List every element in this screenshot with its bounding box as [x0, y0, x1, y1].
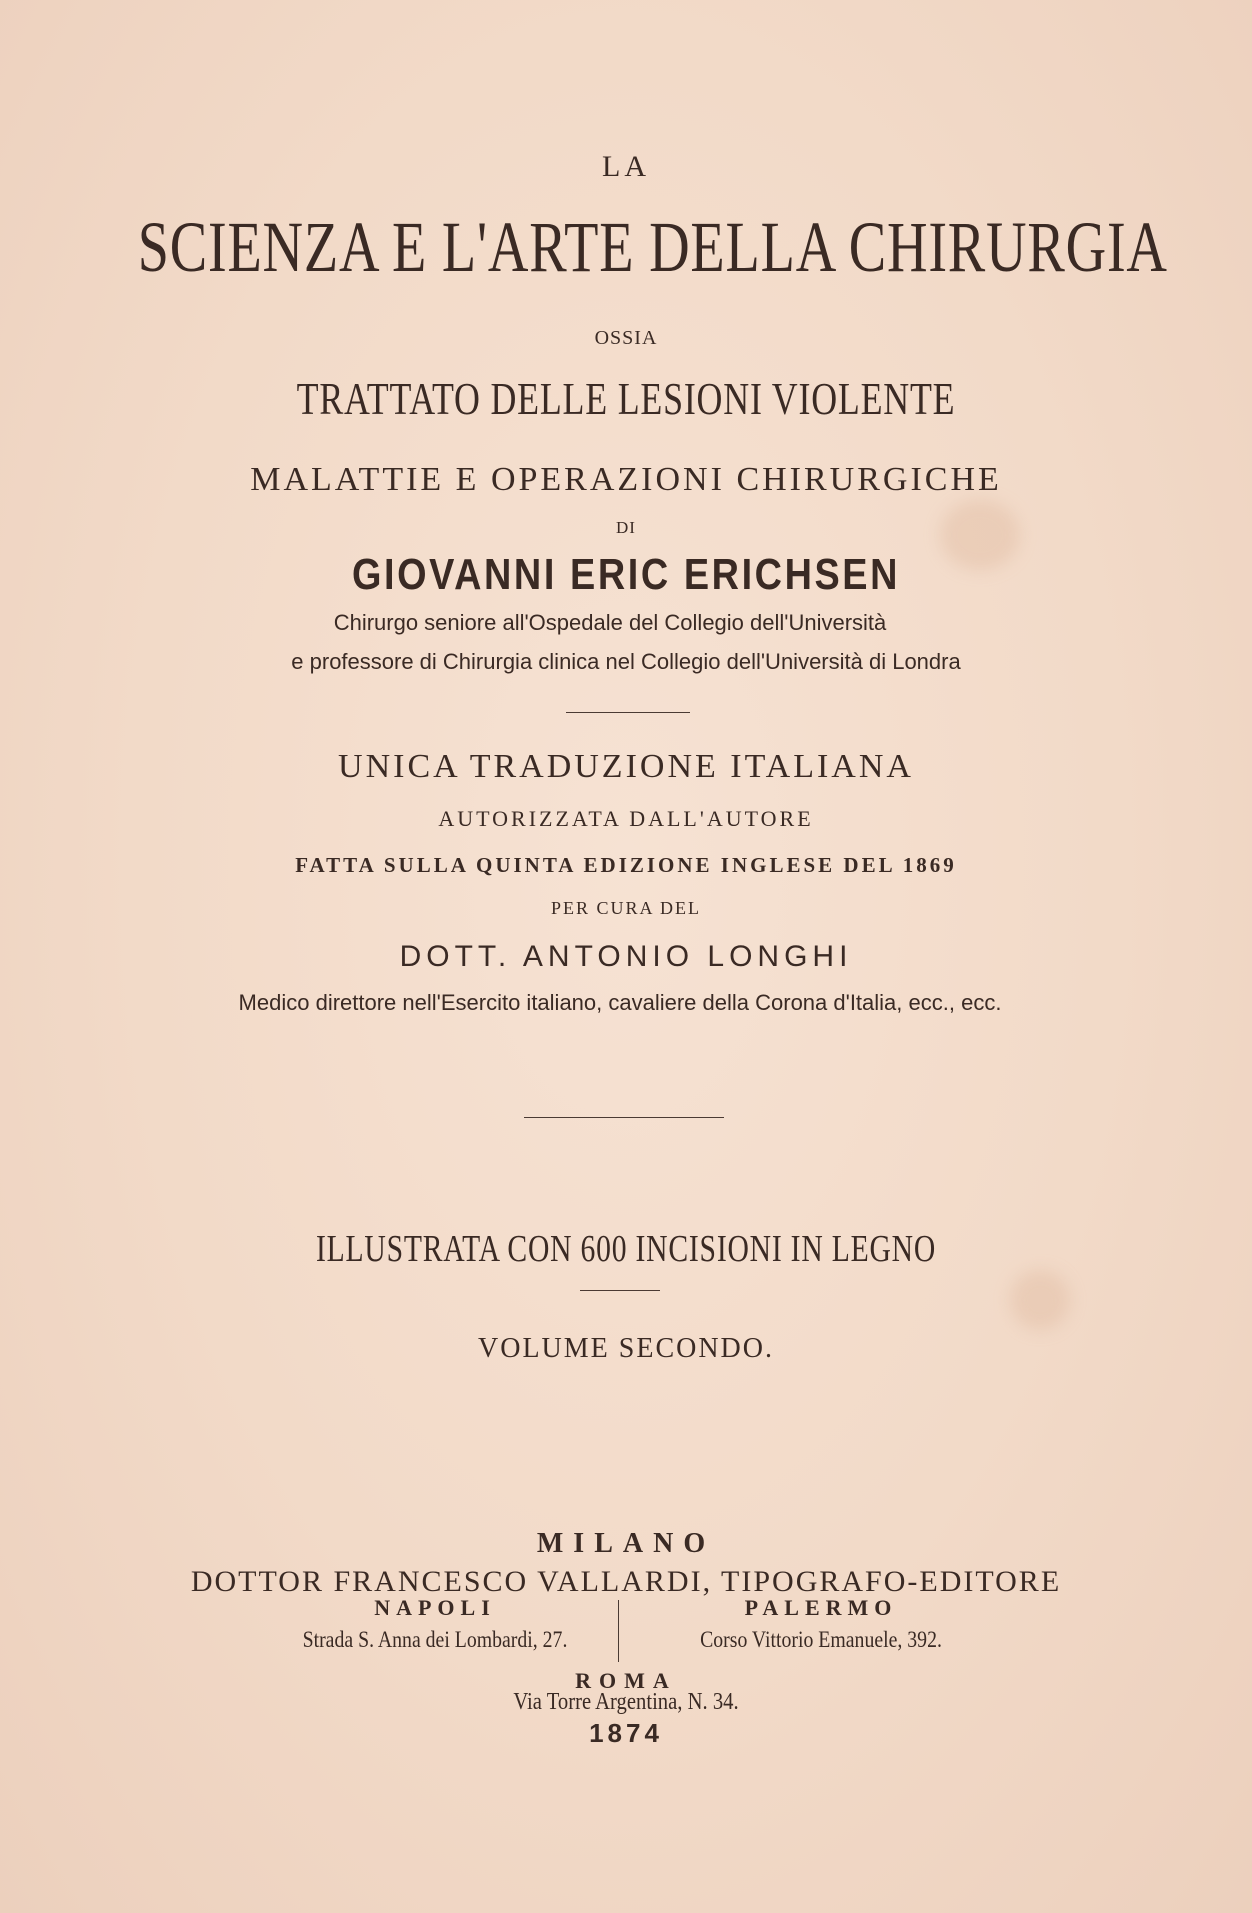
- branch-city-roma: ROMA: [575, 1668, 677, 1693]
- title-ossia: OSSIA: [594, 327, 658, 349]
- edition-line: FATTA SULLA QUINTA EDIZIONE INGLESE DEL 1869: [295, 853, 957, 877]
- divider-rule: [566, 712, 690, 713]
- branch-address-palermo: Corso Vittorio Emanuele, 392.: [700, 1627, 942, 1652]
- by-line: DI: [616, 518, 636, 537]
- authorized-line: AUTORIZZATA DALL'AUTORE: [438, 806, 814, 831]
- divider-rule: [524, 1117, 724, 1118]
- publication-year: 1874: [589, 1718, 663, 1748]
- branch-address-roma: Via Torre Argentina, N. 34.: [513, 1689, 739, 1715]
- title-article: LA: [602, 150, 650, 183]
- translator-affiliation: Medico direttore nell'Esercito italiano, cavaliere della Corona d'Italia, ecc., ecc.: [238, 990, 1002, 1015]
- branch-city-palermo: PALERMO: [744, 1595, 898, 1620]
- divider-rule: [580, 1290, 660, 1291]
- per-cura-line: PER CURA DEL: [550, 898, 702, 918]
- volume-line: VOLUME SECONDO.: [478, 1333, 774, 1364]
- imprint-column-divider: [618, 1600, 619, 1662]
- translation-heading: UNICA TRADUZIONE ITALIANA: [338, 748, 914, 785]
- imprint-city: MILANO: [536, 1528, 716, 1559]
- illustrations-line: ILLUSTRATA CON 600 INCISIONI IN LEGNO: [315, 1228, 937, 1270]
- branch-city-napoli: NAPOLI: [374, 1595, 496, 1620]
- subtitle: TRATTATO DELLE LESIONI VIOLENTE: [296, 373, 956, 424]
- publisher-line: DOTTOR FRANCESCO VALLARDI, TIPOGRAFO-EDITORE: [190, 1565, 1062, 1598]
- branch-address-napoli: Strada S. Anna dei Lombardi, 27.: [302, 1627, 568, 1652]
- author-name: GIOVANNI ERIC ERICHSEN: [351, 550, 901, 599]
- author-affiliation-1: Chirurgo seniore all'Ospedale del Collegio dell'Università: [333, 610, 887, 635]
- translator-name: DOTT. ANTONIO LONGHI: [399, 940, 853, 973]
- foxing-stain: [1010, 1270, 1070, 1330]
- main-title: SCIENZA E L'ARTE DELLA CHIRURGIA: [137, 207, 1168, 287]
- author-affiliation-2: e professore di Chirurgia clinica nel Collegio dell'Università di Londra: [291, 649, 961, 674]
- subtitle-secondary: MALATTIE E OPERAZIONI CHIRURGICHE: [250, 461, 1002, 498]
